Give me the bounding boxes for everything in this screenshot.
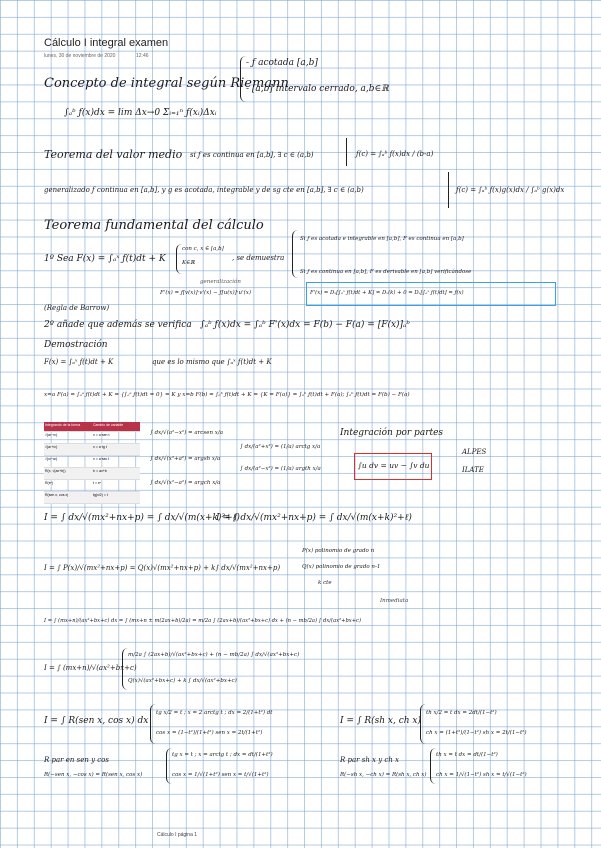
riemann-title: Concepto de integral según Riemann	[44, 76, 289, 91]
quadratic-formula-1: I = ∫ dx/√(mx²+nx+p) = ∫ dx/√(m(x+k)²+ℓ)	[44, 513, 240, 523]
quadratic-note-1: P(x) polinomio de grado n	[302, 548, 375, 554]
demonstration-label: Demostración	[44, 340, 108, 350]
trig-par-eq: R(−sen x, −cos x) = R(sen x, cos x)	[44, 772, 143, 778]
mnemonic-alpes: ALPES	[462, 448, 487, 456]
table-header-cell: Integrando de la forma	[45, 423, 81, 427]
trig-sub-4: cos x = 1/√(1+t²) sen x = t/√(1+t²)	[172, 772, 269, 778]
divider	[346, 138, 347, 166]
hyperbolic-par-eq: R(−sh x, −ch x) = R(sh x, ch x)	[340, 772, 427, 778]
demo-line-2: x=a F(a) = ∫ₐᵃ ƒ(t)dt + K = {∫ₐᵃ ƒ(t)dt = 0} = K y x=b F(b) = ∫ₐᵇ ƒ(t)dt + K = {K = F(a)} = ∫ₐᵇ ƒ(t)dt + F(a); ∫ₐᵇ ƒ(t)dt = F(b) − F(a)	[44, 392, 410, 398]
quadratic-note-3: k cte	[318, 580, 332, 586]
fundamental-case-1: Si ƒ es acotada e integrable en [a,b], F es continua en [a,b]	[300, 236, 464, 242]
generalized-text: generalizado ƒ continua en [a,b], y g es acotada, integrable y de sg cte en [a,b], ∃ c ∈ (a,b)	[44, 186, 364, 194]
table-cell: √(a²−x²)	[45, 433, 58, 437]
hyperbolic-sub-3: th x = t dx = dt/(1−t²)	[436, 752, 498, 758]
table-cell: tg(x/2) = t	[93, 493, 108, 497]
table-header	[44, 422, 140, 432]
hyperbolic-par: R par sh x y ch x	[340, 756, 400, 764]
generalizacion-label: generalización	[200, 279, 241, 285]
riemann-formula: ∫ₐᵇ ƒ(x)dx = lim Δx→0 Σᵢ₌₁ⁿ ƒ(xᵢ)Δxᵢ	[64, 108, 217, 118]
table-row	[44, 444, 140, 456]
fundamental-cond-2: K∈ℝ	[182, 260, 195, 266]
fundamental-case-2: Si ƒ es continua en [a,b], F es derivable en [a,b] verificándose	[300, 269, 472, 275]
page-title: Cálculo I integral examen	[44, 37, 169, 49]
table-row	[44, 492, 140, 504]
mean-value-result: ƒ(c) = ∫ₐᵇ ƒ(x)dx / (b-a)	[356, 150, 434, 158]
fundamental-second-formula: ∫ₐᵇ ƒ(x)dx = ∫ₐᵇ F'(x)dx = F(b) − F(a) = [F(x)]ₐᵇ	[200, 320, 411, 330]
generalized-result: ƒ(c) = ∫ₐᵇ ƒ(x)g(x)dx / ∫ₐᵇ g(x)dx	[456, 186, 565, 194]
fundamental-cases-brace	[292, 230, 298, 278]
riemann-cond-1: - ƒ acotada [a,b]	[246, 58, 318, 68]
trig-sub-2: cos x = (1−t²)/(1+t²) sen x = 2t/(1+t²)	[156, 730, 263, 736]
highlight-box-derivative	[306, 282, 556, 306]
barrow-label: (Regla de Barrow)	[44, 304, 110, 312]
riemann-cond-2: - [a,b] intervalo cerrado, a,b∈ℝ	[246, 84, 389, 94]
table-cell: √(x²−a²)	[45, 457, 58, 461]
inmediata-label: Inmediata	[380, 598, 409, 604]
fundamental-demo: , se demuestra	[232, 254, 285, 262]
quadratic-formula-5a: m/2a ∫ (2ax+b)/√(ax²+bx+c) + (n − mb/2a) ∫ dx/√(ax²+bx+c)	[128, 652, 300, 658]
table-cell: R(eˣ)	[45, 481, 53, 485]
demo-line-1b: que es lo mismo que ∫ₐˣ ƒ(t)dt + K	[152, 358, 272, 366]
mnemonic-ilate: ILATE	[462, 466, 484, 474]
table-row	[44, 480, 140, 492]
quadratic-formula-5b: Q(x)√(ax²+bx+c) + k ∫ dx/√(ax²+bx+c)	[128, 678, 237, 684]
mean-value-cond: si ƒ es continua en [a,b], ∃ c ∈ (a,b)	[190, 151, 314, 159]
table-row	[44, 468, 140, 480]
boxed-formula: F'(x) = Dₓ[∫ₐˣ ƒ(t)dt + K] = Dₓ(k) + 0 = Dₓ[∫ₐˣ ƒ(t)dt] = ƒ(x)	[310, 290, 464, 296]
immediate-integral: ∫ dx/√(x²−a²) = argch x/a	[150, 480, 221, 486]
immediate-integral: ∫ dx/(a²+x²) = (1/a) arctg x/a	[240, 444, 321, 450]
immediate-integral: ∫ dx/√(a²−x²) = arcsen x/a	[150, 430, 223, 436]
trig-sub-3: tg x = t ; x = arctg t ; dx = dt/(1+t²)	[172, 752, 273, 758]
table-cell: x = a·sen t	[93, 433, 110, 437]
table-cell: t = eˣ	[93, 481, 102, 485]
hyperbolic-sub-2: ch x = (1+t²)/(1−t²) sh x = 2t/(1−t²)	[426, 730, 527, 736]
hyperbolic-sub-4: ch x = 1/√(1−t²) sh x = t/√(1−t²)	[436, 772, 527, 778]
trig-formula: I = ∫ R(sen x, cos x) dx	[44, 716, 149, 726]
substitution-table	[44, 422, 140, 498]
mean-value-title: Teorema del valor medio	[44, 148, 183, 161]
table-row	[44, 456, 140, 468]
trig-sub-1: tg x/2 = t ; x = 2 arctg t ; dx = 2/(1+t²) dt	[156, 710, 273, 716]
table-cell: x = a·sec t	[93, 457, 110, 461]
quadratic-note-2: Q(x) polinomio de grado n-1	[302, 564, 381, 570]
table-cell: x = a·tg t	[93, 445, 107, 449]
quadratic-formula-4: I = ∫ (mx+n)/(ax²+bx+c) dx = ∫ (mx+n ± m(2ax+b)/2a) = m/2a ∫ (2ax+b)/(ax²+bx+c) dx + (n − mb/2a) ∫ dx/(ax²+bx+c)	[44, 618, 361, 624]
page-footer: Cálculo I página 1	[157, 832, 198, 838]
table-row	[44, 432, 140, 444]
hyperbolic-sub-1: th x/2 = t dx = 2dt/(1−t²)	[426, 710, 497, 716]
highlight-box-parts	[354, 453, 432, 480]
table-cell: √(a²+x²)	[45, 445, 58, 449]
trig-par-sen: R par en sen y cos	[44, 756, 109, 764]
quadratic-formula-5: I = ∫ (mx+n)/√(ax²+bx+c)	[44, 664, 137, 672]
immediate-integral: ∫ dx/√(x²+a²) = argsh x/a	[150, 456, 221, 462]
parts-formula: ∫u dv = uv − ∫v du	[358, 461, 430, 470]
leibniz-formula: F'(x) = ƒ[v(x)]·v'(x) − ƒ[u(x)]·u'(x)	[160, 290, 251, 296]
table-cell: t² = ax+b	[93, 469, 107, 473]
page-date: lunes, 30 de noviembre de 2020	[44, 53, 116, 59]
demo-line-1: F(x) = ∫ₐˣ ƒ(t)dt + K	[44, 358, 114, 366]
table-cell: R(sen x, cos x)	[45, 493, 69, 497]
divider	[448, 172, 449, 208]
table-header-cell: Cambio de variable	[93, 423, 124, 427]
immediate-integral: ∫ dx/(a²−x²) = (1/a) argth x/a	[240, 466, 321, 472]
quadratic-formula-2: I = ∫ dx/√(mx²+nx+p) = ∫ dx/√(m(x+k)²+ℓ)	[216, 513, 412, 523]
fundamental-first: 1º Sea F(x) = ∫ₐˣ ƒ(t)dt + K	[44, 254, 166, 264]
table-cell: R(x, √(ax+b))	[45, 469, 66, 473]
fundamental-title: Teorema fundamental del cálculo	[44, 218, 264, 233]
page-time: 12:46	[136, 53, 149, 59]
hyperbolic-formula: I = ∫ R(sh x, ch x)	[340, 716, 422, 726]
quadratic-formula-3: I = ∫ P(x)/√(mx²+nx+p) = Q(x)√(mx²+nx+p) + k∫ dx/√(mx²+nx+p)	[44, 564, 281, 572]
fundamental-cond-1: con c, x ∈ [a,b]	[182, 246, 224, 252]
parts-title: Integración por partes	[340, 428, 444, 438]
fundamental-second: 2º añade que además se verifica	[44, 320, 192, 330]
